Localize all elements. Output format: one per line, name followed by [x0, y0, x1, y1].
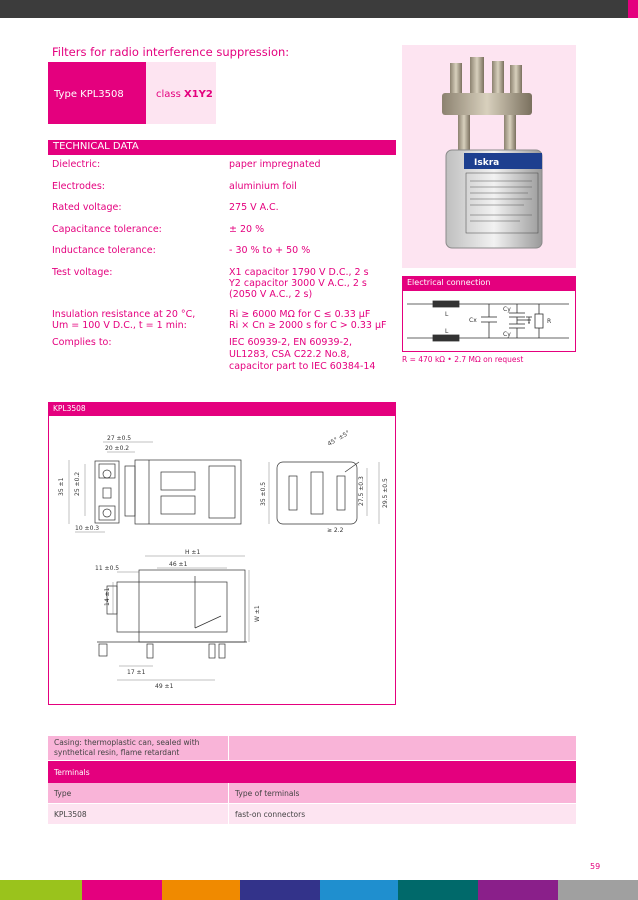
resistor-note: R = 470 kΩ • 2.7 MΩ on request [402, 355, 524, 364]
dim-45-deg: 45° ±5° [326, 429, 352, 448]
dim-20: 20 ±0.2 [105, 445, 130, 452]
inductance-tolerance-label: Inductance tolerance: [52, 245, 156, 256]
row-type: KPL3508 [54, 809, 87, 819]
dim-17: 17 ±1 [127, 669, 146, 676]
test-voltage-line-3: (2050 V A.C., 2 s) [229, 289, 313, 300]
footer-strip-magenta [82, 880, 162, 900]
type-label: Type KPL3508 [54, 89, 124, 100]
complies-label: Complies to: [52, 337, 112, 348]
rated-voltage-label: Rated voltage: [52, 202, 122, 213]
dim-2-2: ≥ 2.2 [327, 527, 344, 534]
footer-strip-orange [162, 880, 240, 900]
kpl-drawing-header: KPL3508 [48, 402, 396, 415]
test-voltage-line-2: Y2 capacitor 3000 V A.C., 2 s [229, 278, 367, 289]
dim-w: W ±1 [254, 605, 261, 622]
capacitance-tolerance-label: Capacitance tolerance: [52, 224, 162, 235]
insulation-label: Insulation resistance at 20 °C, [52, 309, 196, 320]
inductor-label-2: L [445, 328, 449, 335]
brand-logo-text: Iskra [474, 158, 500, 168]
dim-14: 14 ±1 [104, 587, 111, 606]
electrical-connection-header: Electrical connection [402, 276, 576, 290]
dim-10: 10 ±0.3 [75, 525, 100, 532]
footer-strip-blue [320, 880, 398, 900]
dimension-drawing-box [48, 415, 396, 705]
dim-27-5: 27.5 ±0.3 [358, 476, 365, 506]
class-prefix: class [156, 89, 181, 100]
footer-strip-purple [478, 880, 558, 900]
footer-strip-navy [240, 880, 320, 900]
complies-line-3: capacitor part to IEC 60384-14 [229, 361, 376, 372]
circuit-diagram-box [402, 290, 576, 352]
cy-label-2: Cy [503, 331, 511, 338]
inductor-label-1: L [445, 311, 449, 318]
dim-29-5: 29.5 ±0.5 [382, 478, 389, 508]
capacitance-tolerance-value: ± 20 % [229, 224, 265, 235]
resistor-label: R [547, 318, 552, 325]
technical-data-header: TECHNICAL DATA [48, 140, 396, 155]
page-number: 59 [590, 862, 601, 871]
col-type: Type [54, 788, 72, 798]
dim-11: 11 ±0.5 [95, 565, 120, 572]
dielectric-value: paper impregnated [229, 159, 321, 170]
insulation-label-2: Um = 100 V D.C., t = 1 min: [52, 320, 187, 331]
circuit-diagram [403, 291, 575, 351]
complies-line-2: UL1283, CSA C22.2 No.8, [229, 349, 350, 360]
top-bar-accent [628, 0, 638, 18]
product-photo [402, 45, 576, 268]
insulation-value-1: Ri ≥ 6000 MΩ for C ≤ 0.33 µF [229, 309, 371, 320]
footer-strip-grey [558, 880, 638, 900]
cx-label: Cx [469, 317, 477, 324]
table-row [48, 804, 576, 824]
terminals-header-row [48, 761, 576, 783]
casing-text: Casing: thermoplastic can, sealed with synthetical resin, flame retardant [54, 738, 200, 757]
rated-voltage-value: 275 V A.C. [229, 202, 279, 213]
dim-27: 27 ±0.5 [107, 435, 132, 442]
electrodes-value: aluminium foil [229, 181, 297, 192]
test-voltage-line-1: X1 capacitor 1790 V D.C., 2 s [229, 267, 369, 278]
type-box [48, 62, 146, 124]
dim-35-side: 35 ±0.5 [260, 481, 267, 506]
filter-product-illustration [402, 45, 576, 268]
dim-49: 49 ±1 [155, 683, 174, 690]
row-terminals: fast-on connectors [228, 804, 576, 824]
casing-row [48, 736, 576, 760]
inductance-tolerance-value: - 30 % to + 50 % [229, 245, 311, 256]
dim-h: H ±1 [185, 549, 201, 556]
test-voltage-label: Test voltage: [52, 267, 113, 278]
class-value: X1Y2 [184, 89, 213, 100]
cy-label-1: Cy [503, 306, 511, 313]
top-bar [0, 0, 638, 18]
footer-strip-green [0, 880, 82, 900]
complies-line-1: IEC 60939-2, EN 60939-2, [229, 337, 353, 348]
dim-46: 46 ±1 [169, 561, 188, 568]
casing-value [228, 736, 576, 760]
dim-35: 35 ±1 [58, 477, 65, 496]
insulation-value-2: Ri × Cn ≥ 2000 s for C > 0.33 µF [229, 320, 387, 331]
col-type-of-terminals: Type of terminals [228, 783, 576, 803]
terminals-header: Terminals [54, 767, 90, 777]
dielectric-label: Dielectric: [52, 159, 101, 170]
dim-25: 25 ±0.2 [74, 471, 81, 496]
page-title: Filters for radio interference suppression: [52, 45, 290, 59]
electrodes-label: Electrodes: [52, 181, 105, 192]
class-box [146, 62, 216, 124]
terminals-column-row [48, 783, 576, 803]
dimension-drawing [49, 416, 395, 704]
footer-strip-teal [398, 880, 478, 900]
